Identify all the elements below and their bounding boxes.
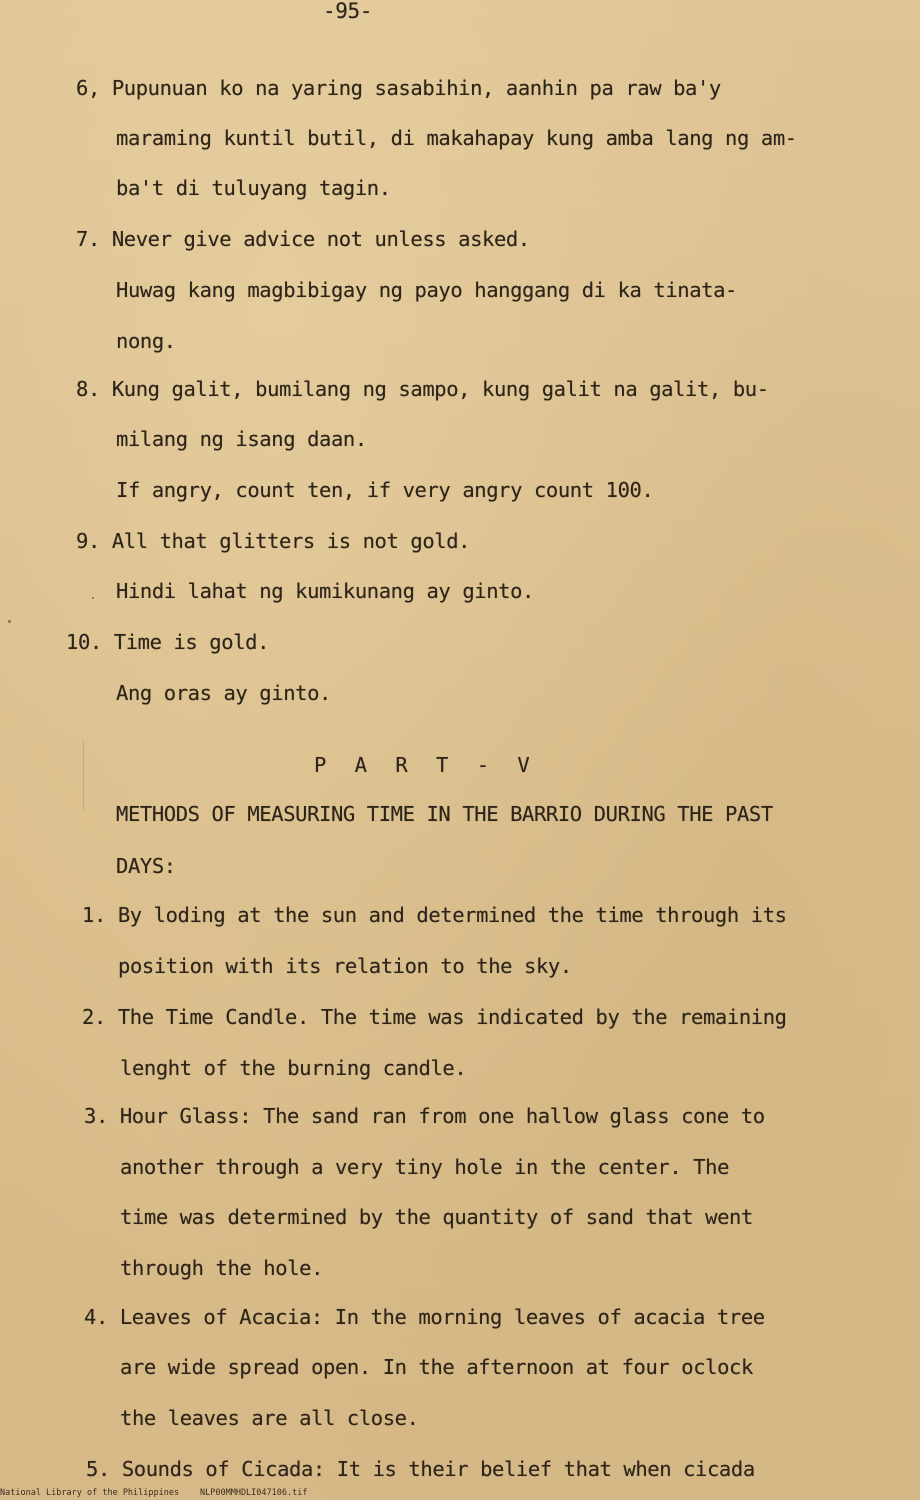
proverb-6-line-2: maraming kuntil butil, di makahapay kung amba lang ng am- xyxy=(116,126,797,150)
page-number: -95- xyxy=(323,0,372,23)
proverb-8-line-1: 8. Kung galit, bumilang ng sampo, kung galit na galit, bu- xyxy=(76,377,769,401)
method-3-line-1: 3. Hour Glass: The sand ran from one hallow glass cone to xyxy=(84,1104,765,1128)
proverb-9-line-1: 9. All that glitters is not gold. xyxy=(76,529,471,553)
proverb-8-line-3: If angry, count ten, if very angry count 100. xyxy=(116,478,654,502)
ink-speck xyxy=(8,620,11,623)
method-4-line-3: the leaves are all close. xyxy=(120,1406,419,1430)
proverb-6-line-3: ba't di tuluyang tagin. xyxy=(116,176,391,200)
proverb-6-line-1: 6, Pupunuan ko na yaring sasabihin, aanhin pa raw ba'y xyxy=(76,76,721,100)
method-1-line-2: position with its relation to the sky. xyxy=(118,954,572,978)
proverb-9-line-2: Hindi lahat ng kumikunang ay ginto. xyxy=(116,579,534,603)
proverb-7-line-2: Huwag kang magbibigay ng payo hanggang di ka tinata- xyxy=(116,278,737,302)
method-3-line-2: another through a very tiny hole in the center. The xyxy=(120,1155,730,1179)
part-heading: P A R T - V xyxy=(314,753,538,777)
proverb-10-line-2: Ang oras ay ginto. xyxy=(116,681,331,705)
proverb-7-line-1: 7. Never give advice not unless asked. xyxy=(76,227,530,251)
proverb-7-line-3: nong. xyxy=(116,329,176,353)
margin-rule xyxy=(83,740,84,810)
method-2-line-2: lenght of the burning candle. xyxy=(120,1056,467,1080)
part-title-line-2: DAYS: xyxy=(116,854,176,878)
proverb-8-line-2: milang ng isang daan. xyxy=(116,427,367,451)
method-5-line-1: 5. Sounds of Cicada: It is their belief that when cicada xyxy=(86,1457,755,1481)
method-1-line-1: 1. By loding at the sun and determined the time through its xyxy=(82,903,787,927)
method-3-line-4: through the hole. xyxy=(120,1256,324,1280)
method-4-line-1: 4. Leaves of Acacia: In the morning leaves of acacia tree xyxy=(84,1305,765,1329)
ink-speck xyxy=(92,597,94,599)
method-3-line-3: time was determined by the quantity of sand that went xyxy=(120,1205,753,1229)
part-title-line-1: METHODS OF MEASURING TIME IN THE BARRIO DURING THE PAST xyxy=(116,802,773,826)
proverb-10-line-1: 10. Time is gold. xyxy=(66,630,270,654)
footer-filename: NLP00MMHDLI047106.tif xyxy=(200,1488,308,1498)
footer-source: National Library of the Philippines xyxy=(0,1488,180,1498)
method-4-line-2: are wide spread open. In the afternoon at four oclock xyxy=(120,1355,753,1379)
method-2-line-1: 2. The Time Candle. The time was indicated by the remaining xyxy=(82,1005,787,1029)
